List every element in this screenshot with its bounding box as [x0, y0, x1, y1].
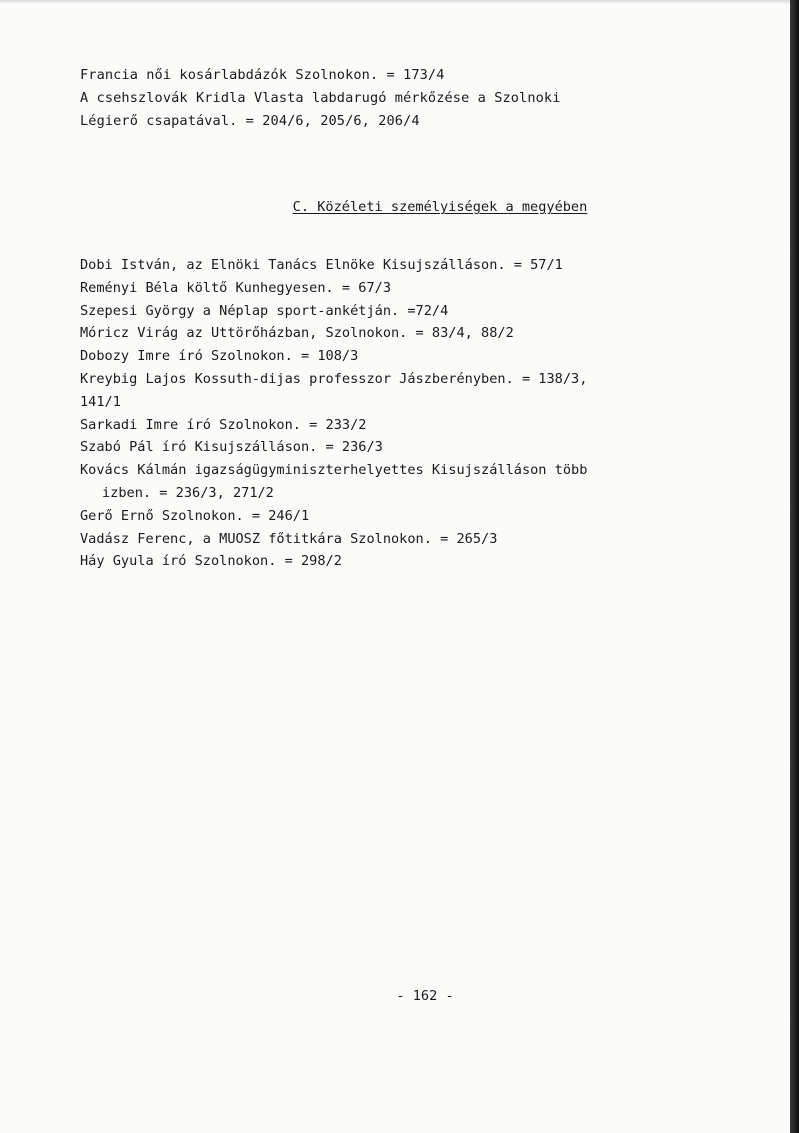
- intro-line: Francia női kosárlabdázók Szolnokon. = 173/4: [80, 67, 445, 83]
- list-item-continuation: izben. = 236/3, 271/2: [102, 484, 274, 501]
- list-item: Dobi István, az Elnöki Tanács Elnöke Kisujszálláson. = 57/1: [80, 257, 563, 273]
- list-item-continuation: 141/1: [80, 393, 121, 410]
- section-heading: C. Közéleti személyiségek a megyében: [292, 199, 588, 215]
- list-item: Sarkadi Imre író Szolnokon. = 233/2: [80, 416, 367, 433]
- list-item: Reményi Béla költő Kunhegyesen. = 67/3: [80, 279, 391, 296]
- intro-line: A csehszlovák Kridla Vlasta labdarugó mérkőzése a Szolnoki: [80, 89, 561, 106]
- intro-line: Légierő csapatával. = 204/6, 205/6, 206/4: [80, 112, 420, 129]
- list-item: Háy Gyula író Szolnokon. = 298/2: [80, 553, 342, 570]
- list-item: Szepesi György a Néplap sport-ankétján. =72/4: [80, 302, 449, 319]
- scan-dark-edge: [790, 0, 799, 1133]
- list-item: Gerő Ernő Szolnokon. = 246/1: [80, 507, 310, 524]
- list-item: Dobozy Imre író Szolnokon. = 108/3: [80, 348, 359, 365]
- list-item: Kovács Kálmán igazságügyminiszterhelyettes Kisujszálláson több: [80, 462, 588, 479]
- entries-list: [80, 254, 786, 573]
- list-item: Kreybig Lajos Kossuth-dijas professzor Jászberényben. = 138/3,: [80, 370, 588, 387]
- page-number: - 162 -: [396, 988, 454, 1004]
- list-item: Móricz Virág az Uttörőházban, Szolnokon. = 83/4, 88/2: [80, 325, 514, 342]
- section-heading-wrap: [80, 196, 690, 218]
- page-top-shadow: [0, 0, 790, 4]
- intro-text-block: [80, 64, 786, 132]
- list-item: Vadász Ferenc, a MUOSZ főtitkára Szolnokon. = 265/3: [80, 530, 498, 547]
- list-item: Szabó Pál író Kisujszálláson. = 236/3: [80, 439, 383, 456]
